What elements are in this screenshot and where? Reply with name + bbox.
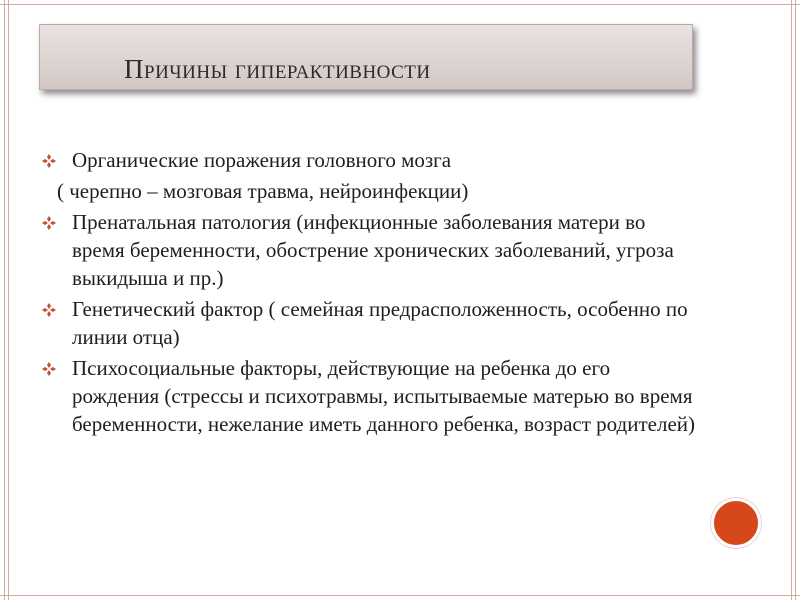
list-item	[40, 295, 700, 351]
diamond-bullet-icon	[42, 154, 56, 168]
title-box	[39, 24, 693, 90]
diamond-bullet-icon	[42, 216, 56, 230]
slide-title: Причины гиперактивности	[124, 54, 431, 84]
list-item	[40, 208, 700, 292]
list-item-text: Психосоциальные факторы, действующие на ребенка до его рождения (стрессы и психотравмы, испытываемые матерью во время беременности, нежелание иметь данного ребенка, возраст родителей)	[72, 356, 696, 436]
list-item-continuation	[40, 177, 700, 205]
decorative-orange-circle	[711, 498, 761, 548]
frame-line-left-outer	[4, 0, 5, 600]
frame-line-bottom	[0, 595, 800, 596]
frame-line-top	[0, 4, 800, 5]
list-item-text: ( черепно – мозговая травма, нейроинфекции)	[57, 179, 469, 203]
diamond-bullet-icon	[42, 362, 56, 376]
frame-line-left-inner	[8, 0, 9, 600]
list-item-text: Пренатальная патология (инфекционные заболевания матери во время беременности, обострение хронических заболеваний, угроза выкидыша и пр.)	[72, 210, 674, 290]
frame-line-right-inner	[791, 0, 792, 600]
bullet-list	[40, 146, 700, 441]
list-item-text: Генетический фактор ( семейная предрасположенность, особенно по линии отца)	[72, 297, 688, 349]
diamond-bullet-icon	[42, 303, 56, 317]
frame-line-right-outer	[795, 0, 796, 600]
list-item-text: Органические поражения головного мозга	[72, 148, 452, 172]
list-item	[40, 354, 700, 438]
list-item	[40, 146, 700, 174]
